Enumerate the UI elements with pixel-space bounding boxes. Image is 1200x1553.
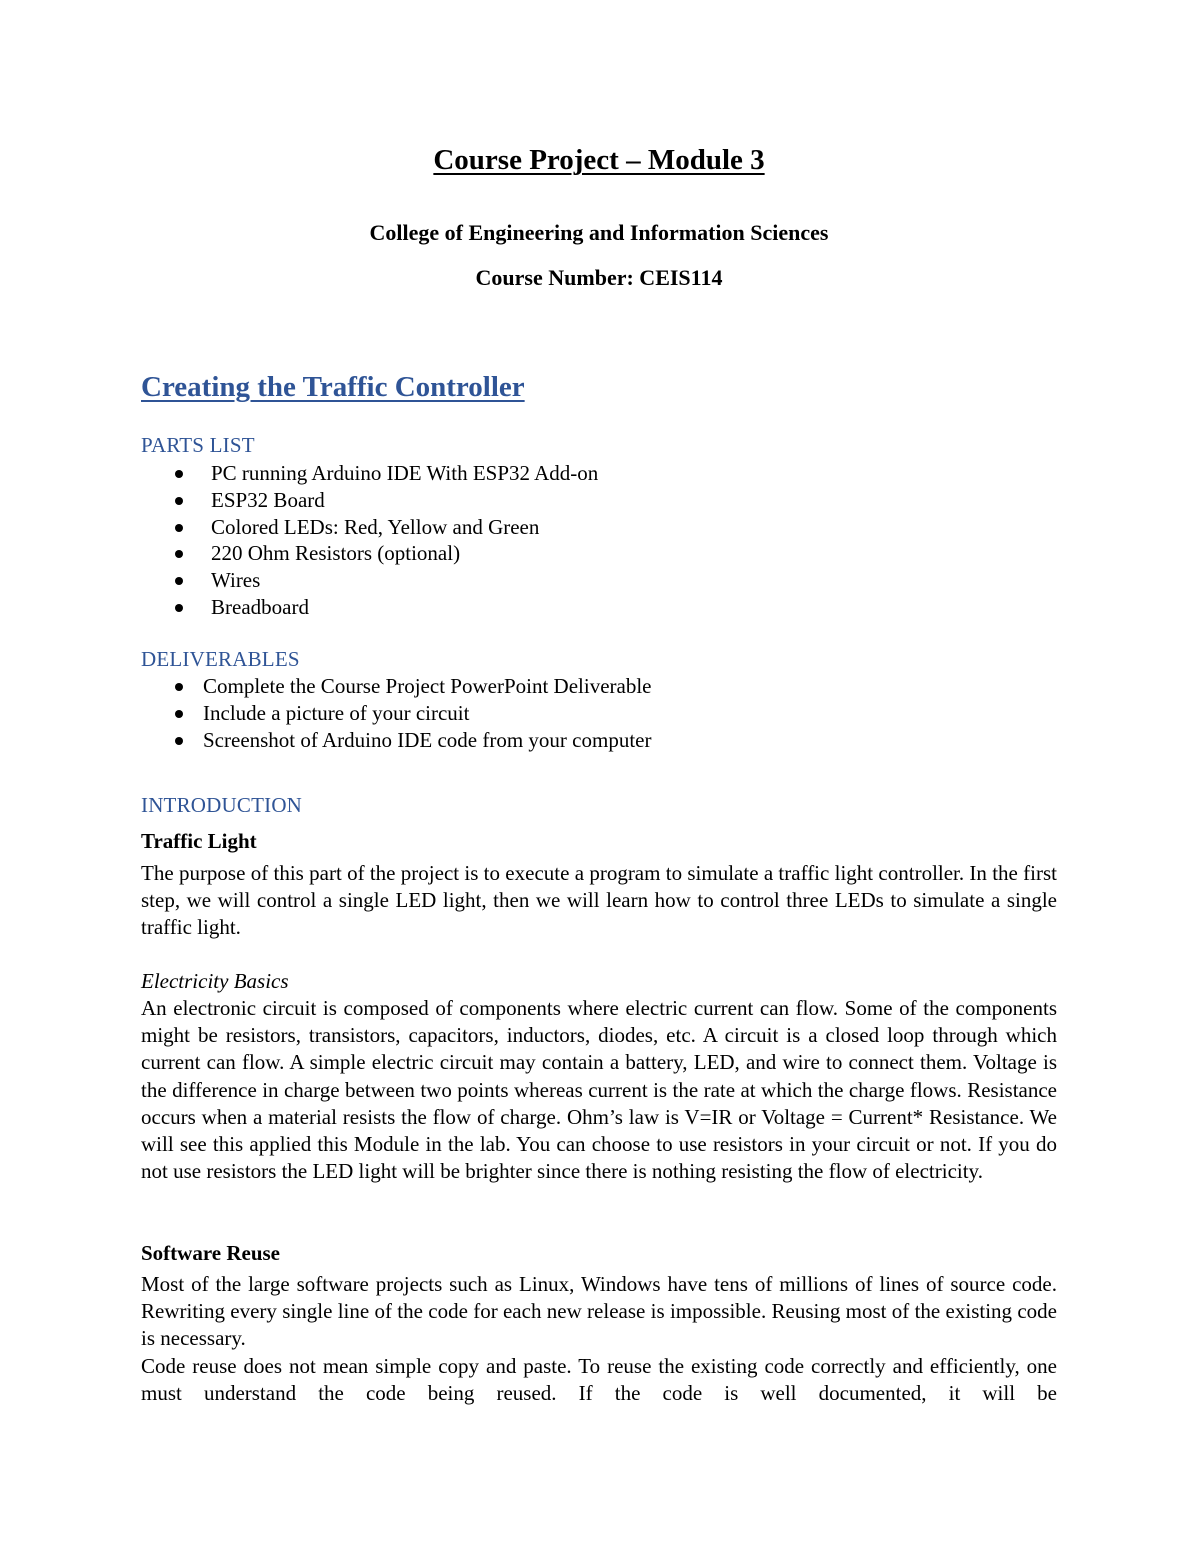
bullet-icon: [175, 497, 183, 505]
bullet-icon: [175, 550, 183, 558]
parts-list: [141, 460, 598, 621]
traffic-light-paragraph: The purpose of this part of the project is to execute a program to simulate a traffic light controller. In the first step, we will control a single LED light, then we will learn how to control three LEDs to simulate a single traffic light.: [141, 861, 1057, 940]
electricity-basics-paragraph: An electronic circuit is composed of components where electric current can flow. Some of the components might be resistors, transistors, capacitors, inductors, diodes, etc. A circuit is a closed loop through which current can flow. A simple electric circuit may contain a battery, LED, and wire to connect them. Voltage is the difference in charge between two points whereas current is the rate at which the charge flows. Resistance occurs when a material resists the flow of charge. Ohm’s law is V=IR or Voltage = Current* Resistance. We will see this applied this Module in the lab. You can choose to use resistors in your circuit or not. If you do not use resistors the LED light will be brighter since there is nothing resisting the flow of electricity.: [141, 996, 1057, 1184]
list-item: 220 Ohm Resistors (optional): [141, 540, 598, 567]
software-reuse-heading: Software Reuse: [141, 1241, 281, 1265]
list-item: PC running Arduino IDE With ESP32 Add-on: [141, 460, 598, 487]
electricity-basics-heading: Electricity Basics: [141, 969, 289, 993]
college-name: College of Engineering and Information Sciences: [369, 220, 829, 245]
software-reuse-paragraph-1: Most of the large software projects such as Linux, Windows have tens of millions of lines of source code. Rewriting every single line of the code for each new release is impossible. Reusing most of the existing code is necessary.: [141, 1272, 1057, 1351]
list-item: Breadboard: [141, 594, 598, 621]
bullet-icon: [175, 577, 183, 585]
parts-list-label: PARTS LIST: [141, 433, 255, 457]
bullet-icon: [175, 737, 183, 745]
bullet-icon: [175, 470, 183, 478]
bullet-icon: [175, 710, 183, 718]
deliverables-label: DELIVERABLES: [141, 647, 300, 671]
list-item: Complete the Course Project PowerPoint Deliverable: [141, 673, 652, 700]
list-item: ESP32 Board: [141, 487, 598, 514]
list-item: Colored LEDs: Red, Yellow and Green: [141, 514, 598, 541]
bullet-icon: [175, 683, 183, 691]
list-item: Include a picture of your circuit: [141, 700, 652, 727]
deliverables-list: [141, 673, 652, 753]
bullet-icon: [175, 604, 183, 612]
traffic-light-heading: Traffic Light: [141, 829, 257, 853]
list-item: Wires: [141, 567, 598, 594]
software-reuse-paragraph-2: Code reuse does not mean simple copy and paste. To reuse the existing code correctly and efficiently, one must understand the code being reused. If the code is well documented, it will be: [141, 1354, 1057, 1406]
document-title: Course Project – Module 3: [433, 144, 765, 176]
section-heading: Creating the Traffic Controller: [141, 371, 525, 403]
bullet-icon: [175, 524, 183, 532]
course-number: Course Number: CEIS114: [475, 265, 723, 290]
introduction-label: INTRODUCTION: [141, 793, 303, 817]
list-item: Screenshot of Arduino IDE code from your computer: [141, 727, 652, 754]
